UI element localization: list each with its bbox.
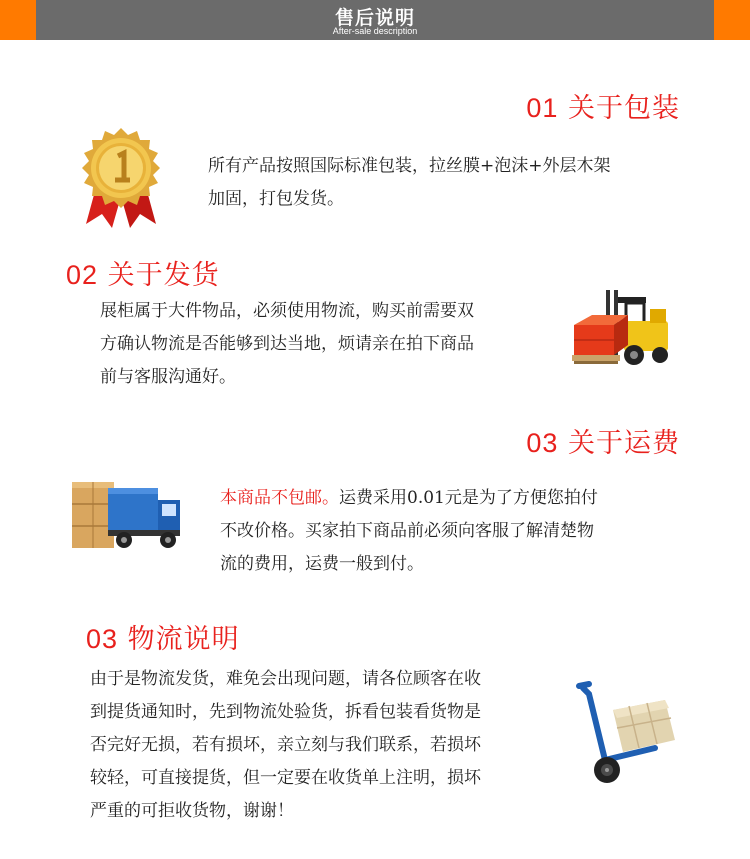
section-3-number: 03 [526,428,559,458]
section-2-line: 展柜属于大件物品，必须使用物流，购买前需要双 [100,301,474,321]
section-2-number: 02 [66,260,99,290]
section-1-line: 所有产品按照国际标准包装，拉丝膜+泡沫+外层木架 [208,156,611,176]
delivery-truck-icon [70,478,185,557]
section-4-line: 严重的可拒收货物，谢谢！ [90,801,294,821]
section-4-line: 较轻，可直接提货，但一定要在收货单上注明，损坏 [90,768,481,788]
section-4-line: 由于是物流发货，难免会出现问题，请各位顾客在收 [90,669,481,689]
section-3-heading [526,421,680,460]
section-4-line: 否完好无损，若有损坏，亲立刻与我们联系，若损坏 [90,735,481,755]
section-3-line: 运费采用0.01元是为了方便您拍付 [339,488,598,508]
section-2-line: 前与客服沟通好。 [100,367,236,387]
section-3-title: 关于运费 [568,428,680,459]
section-4-heading [86,617,240,656]
section-4-title: 物流说明 [127,624,240,655]
page-title: 售后说明 [334,7,415,29]
section-2-line: 方确认物流是否能够到达当地，烦请亲在拍下商品 [100,334,474,354]
header-bar [0,0,750,40]
section-2-text [100,295,570,394]
section-3-line: 不改价格。买家拍下商品前必须向客服了解清楚物 [220,521,594,541]
section-1-title: 关于包装 [568,93,680,124]
section-3-text [220,482,700,581]
section-2-heading [66,253,220,292]
gold-medal-icon [80,128,162,234]
section-1-number: 01 [526,93,559,123]
section-3-line-1 [220,482,700,515]
hand-truck-icon [575,680,685,794]
no-free-shipping-notice: 本商品不包邮。 [220,488,339,508]
section-1-heading [526,86,680,125]
page-subtitle: After-sale description [332,26,418,36]
section-2-title: 关于发货 [107,260,220,291]
section-4-number: 03 [86,624,119,654]
section-3-line: 流的费用，运费一般到付。 [220,554,424,574]
forklift-icon [570,285,675,384]
section-4-text [90,663,570,828]
section-1-line: 加固，打包发货。 [208,189,344,209]
section-4-line: 到提货通知时，先到物流处验货，拆看包装看货物是 [90,702,481,722]
section-1-text [208,150,708,216]
